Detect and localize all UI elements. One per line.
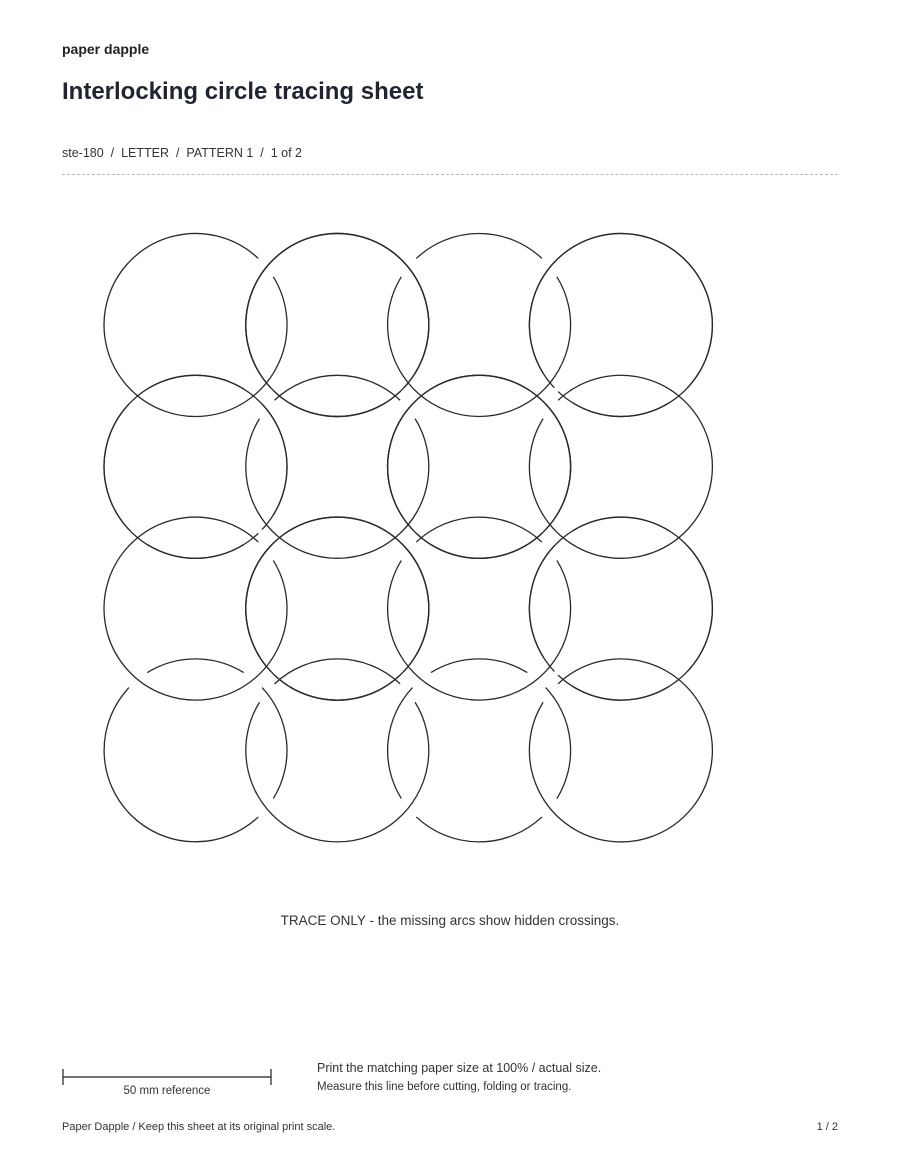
circle-arc bbox=[246, 702, 429, 842]
footer-note: Paper Dapple / Keep this sheet at its original print scale. bbox=[62, 1121, 336, 1133]
circle-arc bbox=[275, 659, 401, 684]
circle-arc bbox=[246, 419, 429, 559]
circle-arc bbox=[416, 817, 542, 842]
scale-bar-label: 50 mm reference bbox=[123, 1085, 211, 1097]
page-title: Interlocking circle tracing sheet bbox=[62, 78, 424, 105]
circle-arc bbox=[262, 404, 287, 515]
circle-arc bbox=[246, 233, 429, 416]
sheet-code: ste-180 bbox=[62, 146, 104, 160]
circle-arc bbox=[104, 375, 287, 558]
print-instruction: Print the matching paper size at 100% / actual size. bbox=[317, 1061, 602, 1075]
circle-arc bbox=[529, 233, 712, 416]
circle-arc bbox=[388, 277, 571, 417]
circle-arc bbox=[147, 659, 243, 673]
circle-arc bbox=[416, 234, 542, 259]
circle-arc bbox=[104, 517, 287, 700]
footer-page-number: 1 / 2 bbox=[816, 1121, 838, 1133]
circle-arc bbox=[262, 688, 287, 799]
circle-arc bbox=[546, 404, 571, 515]
sheet-meta-line: ste-180 / LETTER / PATTERN 1 / 1 of 2 bbox=[62, 146, 302, 160]
circle-arc bbox=[687, 546, 712, 672]
circle-arc bbox=[431, 659, 527, 673]
circle-arc bbox=[388, 375, 571, 558]
scale-bar bbox=[62, 1066, 272, 1086]
brand-name: paper dapple bbox=[62, 41, 150, 57]
circle-arc bbox=[246, 546, 271, 657]
circle-arc bbox=[431, 375, 527, 389]
circle-arc bbox=[388, 375, 571, 558]
page-count: 1 of 2 bbox=[270, 146, 302, 160]
circle-arc bbox=[529, 546, 554, 657]
circle-arc bbox=[246, 517, 429, 700]
paper-size: LETTER bbox=[121, 146, 170, 160]
circle-arc bbox=[147, 375, 243, 389]
circle-arc bbox=[388, 688, 413, 799]
circle-arc bbox=[546, 688, 571, 799]
circle-arc bbox=[388, 560, 571, 700]
circle-arc bbox=[404, 546, 429, 657]
circle-arc bbox=[104, 404, 129, 530]
circle-arc bbox=[529, 517, 712, 700]
circle-arc bbox=[573, 517, 669, 531]
pattern-name: PATTERN 1 bbox=[186, 146, 254, 160]
circle-arc bbox=[104, 688, 258, 842]
circle-arc bbox=[388, 404, 413, 515]
circle-arc bbox=[246, 517, 429, 700]
circle-arc bbox=[289, 517, 385, 531]
trace-caption: TRACE ONLY - the missing arcs show hidden crossings. bbox=[280, 913, 620, 928]
circle-arc bbox=[529, 375, 712, 558]
circle-arc bbox=[529, 659, 712, 842]
circle-arc bbox=[416, 517, 542, 542]
measure-instruction: Measure this line before cutting, folding or tracing. bbox=[317, 1081, 572, 1093]
circle-arc bbox=[246, 233, 429, 373]
circle-arc bbox=[275, 375, 401, 400]
circle-arc bbox=[104, 234, 287, 417]
circle-arc bbox=[246, 233, 429, 416]
circle-arc bbox=[529, 233, 712, 387]
circle-arc bbox=[147, 545, 243, 559]
